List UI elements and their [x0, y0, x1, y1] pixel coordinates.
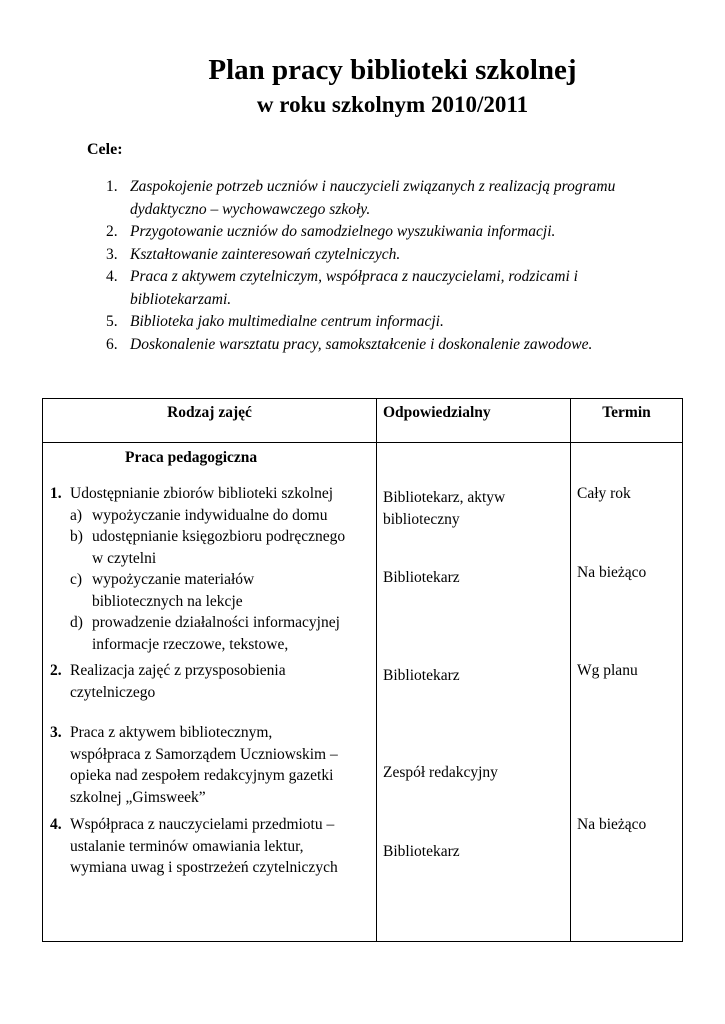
item-number: 2.: [50, 662, 62, 679]
section-title: Praca pedagogiczna: [125, 449, 258, 466]
sub-item: d) prowadzenie działalności informacyjnej informacje rzeczowe, tekstowe,: [70, 614, 340, 653]
goal-item: [106, 244, 686, 267]
page-subtitle: w roku szkolnym 2010/2011: [256, 92, 529, 117]
item-number: 4.: [50, 816, 62, 833]
goal-number: 6.: [106, 335, 118, 353]
item-text: Udostępnianie zbiorów biblioteki szkolnej: [70, 485, 334, 502]
header-rodzaj: Rodzaj zajęć: [43, 399, 377, 443]
item-number: 1.: [50, 485, 62, 502]
goals-label: Cele:: [87, 141, 123, 158]
activity-item-3: 3. Praca z aktywem bibliotecznym, współpraca z Samorządem Uczniowskim – opieka nad zespołem redakcyjnym gazetki szkolnej „Gimsweek”: [50, 724, 338, 806]
goal-text: Kształtowanie zainteresowań czytelniczych.: [130, 245, 401, 263]
goal-text: Praca z aktywem czytelniczym, współpraca z nauczycielami, rodzicami i bibliotekarzami.: [130, 268, 578, 308]
goal-number: 2.: [106, 223, 118, 240]
plan-table: [42, 398, 683, 942]
responsible-2: Bibliotekarz: [383, 569, 460, 586]
responsible-5: Bibliotekarz: [383, 843, 460, 860]
activity-item-1: [50, 483, 380, 655]
term-cell: [571, 443, 683, 942]
page-title: Plan pracy biblioteki szkolnej: [208, 54, 577, 86]
term-3: Wg planu: [577, 662, 638, 679]
responsible-1: Bibliotekarz, aktyw biblioteczny: [383, 489, 506, 528]
goal-number: 1.: [106, 178, 118, 195]
goal-item: [106, 334, 686, 357]
goal-item: [106, 311, 686, 334]
goal-number: 4.: [106, 268, 118, 285]
activity-item-4: 4. Współpraca z nauczycielami przedmiotu – ustalanie terminów omawiania lektur, wymiana uwag i spostrzeżeń czytelniczych: [50, 816, 338, 876]
goal-item: [106, 266, 686, 311]
responsible-cell: [377, 443, 571, 942]
activity-item-2: 2. Realizacja zajęć z przysposobienia czytelniczego: [50, 662, 286, 701]
table-row: [43, 443, 683, 942]
sub-item: a) wypożyczanie indywidualne do domu: [70, 506, 328, 524]
goal-text: Doskonalenie warsztatu pracy, samokształcenie i doskonalenie zawodowe.: [130, 335, 593, 353]
goal-text: Biblioteka jako multimedialne centrum informacji.: [130, 313, 444, 330]
goal-text: Przygotowanie uczniów do samodzielnego wyszukiwania informacji.: [130, 223, 556, 240]
goal-text: Zaspokojenie potrzeb uczniów i nauczycieli związanych z realizacją programu dydaktyczno – wychowawczego szkoły.: [130, 178, 616, 218]
goals-list: [106, 176, 686, 356]
goal-number: 5.: [106, 313, 118, 330]
term-1: Cały rok: [577, 485, 631, 502]
header-odpowiedzialny: Odpowiedzialny: [377, 399, 571, 443]
goal-item: [106, 176, 686, 221]
goal-number: 3.: [106, 245, 118, 263]
sub-item: b) udostępnianie księgozbioru podręcznego w czytelni: [70, 528, 346, 567]
term-2: Na bieżąco: [577, 564, 647, 581]
header-termin: Termin: [571, 399, 683, 443]
activities-cell: [43, 443, 377, 942]
item-number: 3.: [50, 724, 62, 741]
responsible-4: Zespół redakcyjny: [383, 764, 498, 781]
table-header-row: [43, 399, 683, 443]
goal-item: [106, 221, 686, 244]
responsible-3: Bibliotekarz: [383, 667, 460, 684]
term-4: Na bieżąco: [577, 816, 647, 833]
sub-item: c) wypożyczanie materiałów bibliotecznych na lekcje: [70, 571, 255, 610]
